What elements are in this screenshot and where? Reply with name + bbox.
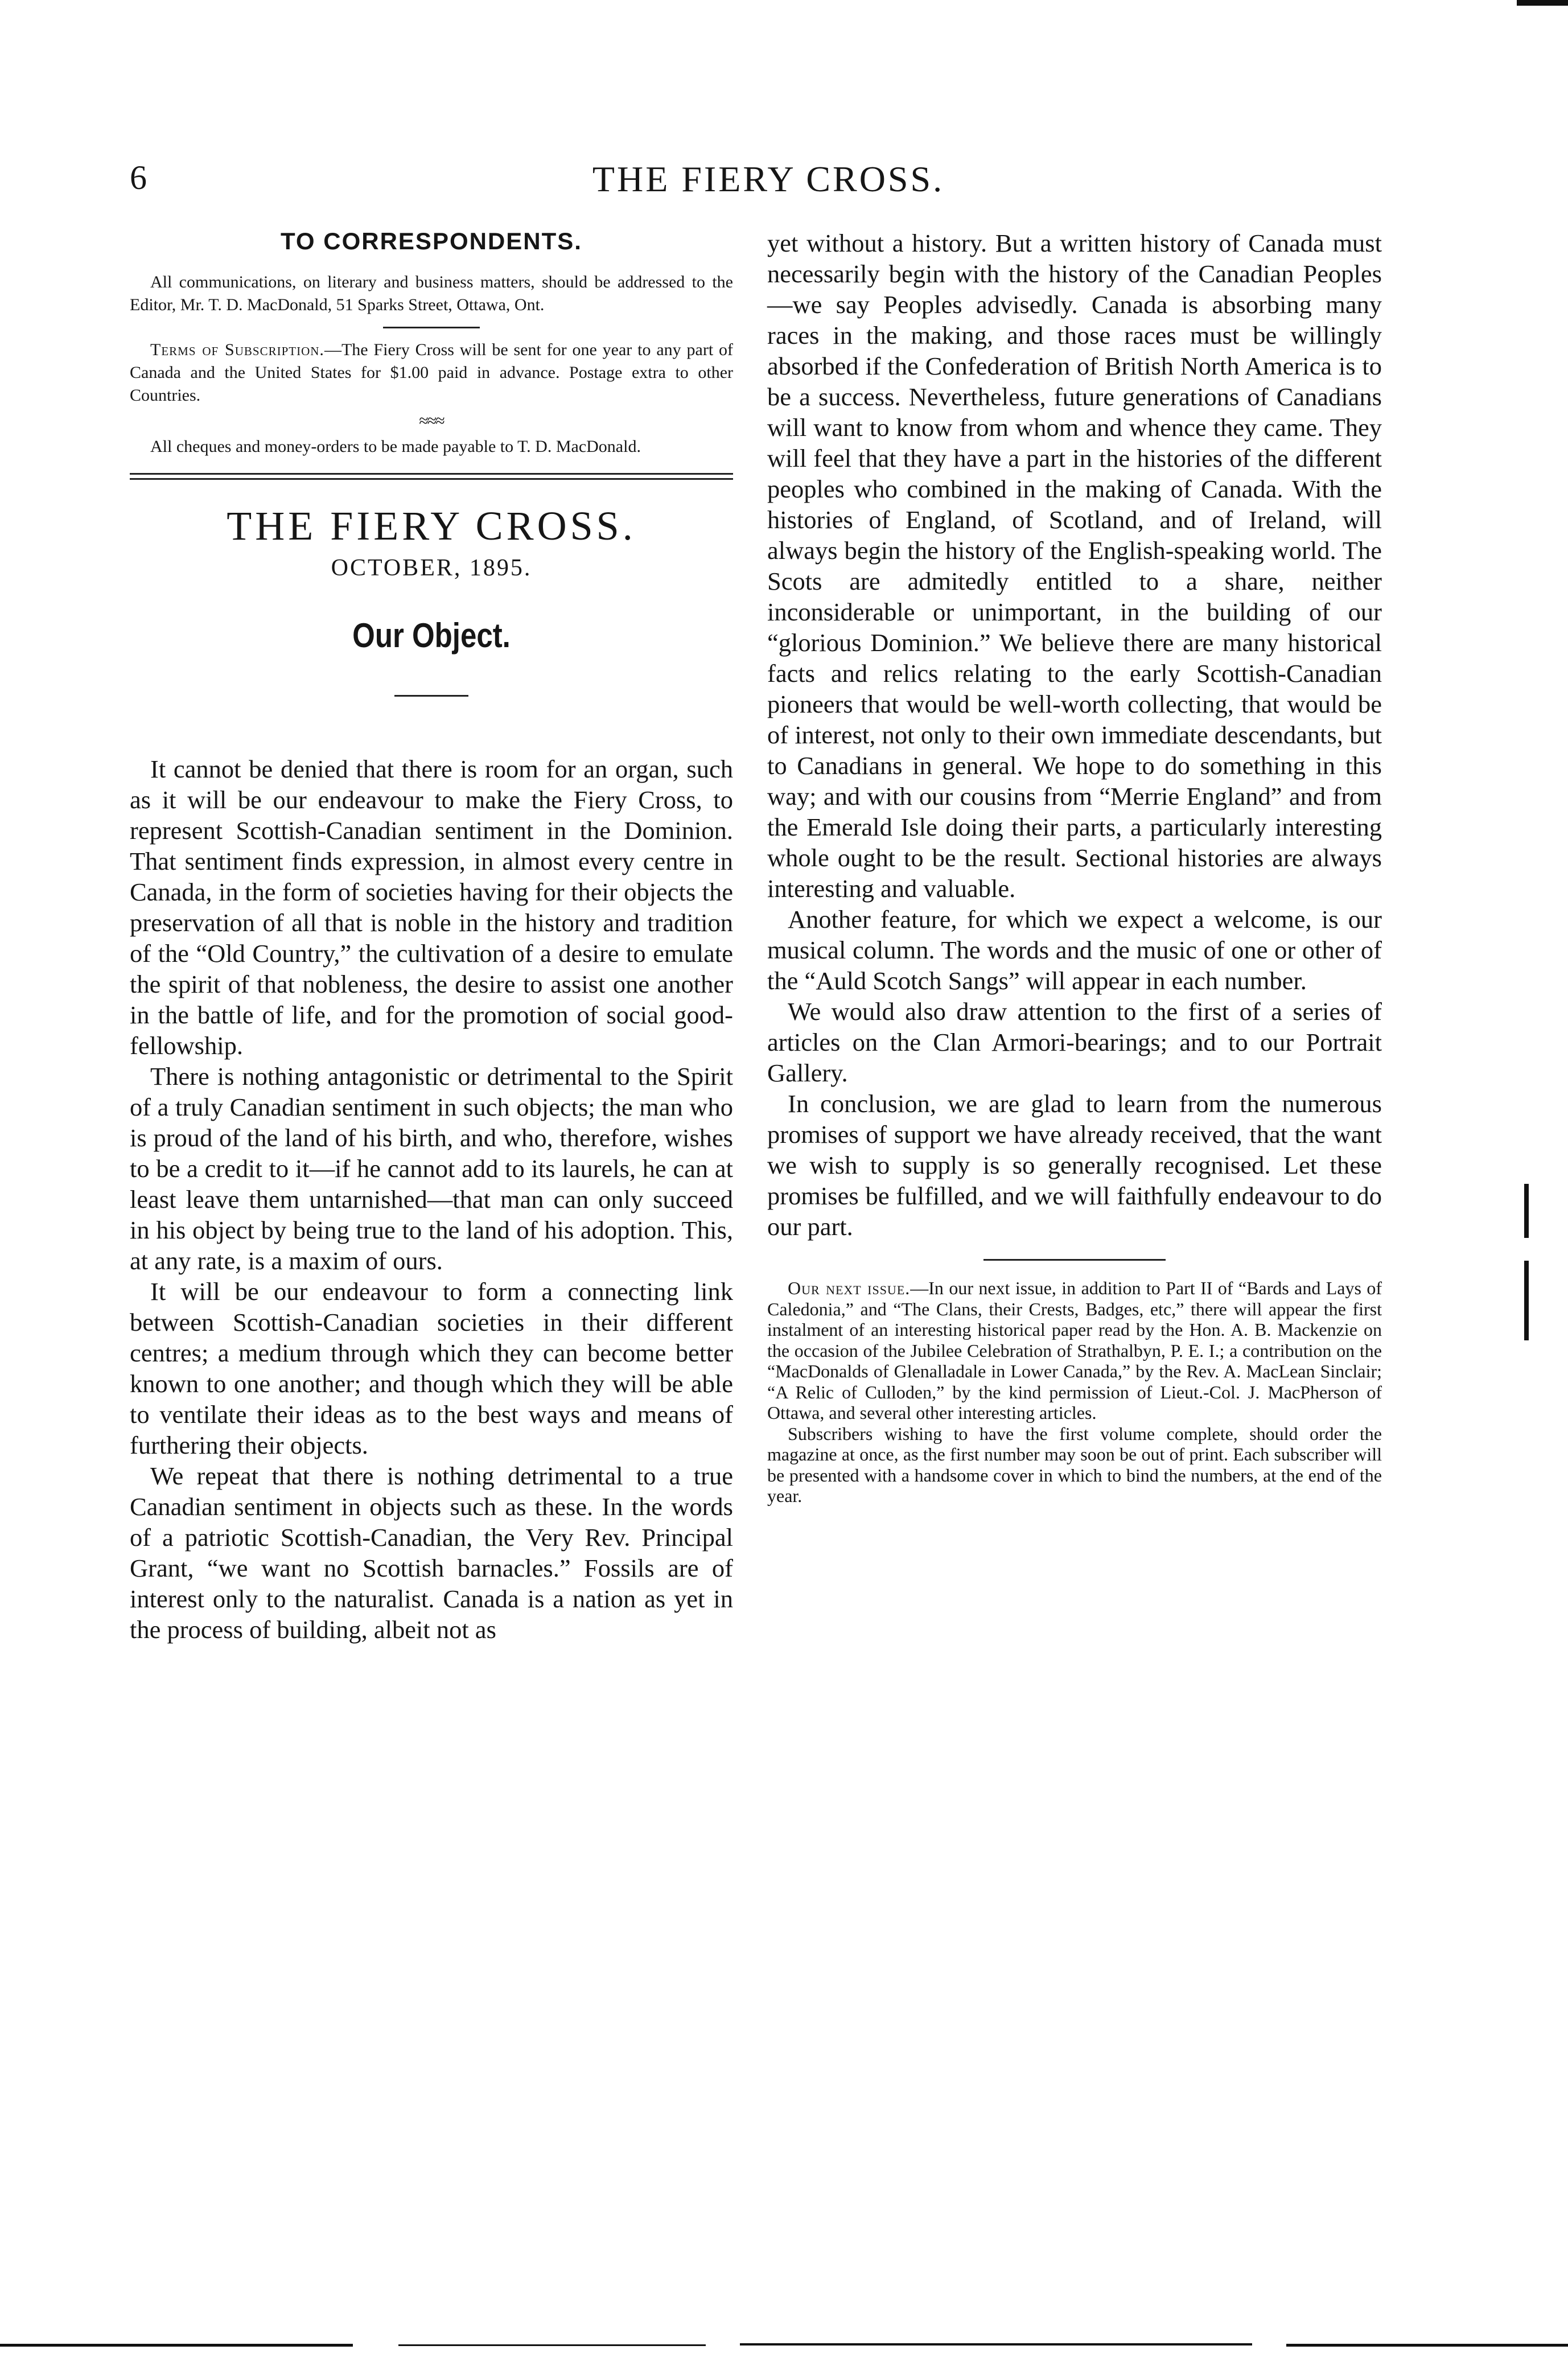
divider [383,327,480,328]
subscribers-note: Subscribers wishing to have the first volume complete, should order the magazine at once, as the first number may soon be out of print. Each subscriber will be presented with a handsome cover in which to bind the numbers, at the end of the year. [767,1423,1382,1506]
subscription-terms [130,339,733,407]
page-number: 6 [130,159,147,196]
terms-text: —The Fiery Cross will be sent for one year to any part of Canada and the United States for $1.00 paid in advance. Postage extra to other Countries. [130,340,733,405]
double-rule [130,473,733,480]
margin-marks [1521,1184,1532,1355]
right-column [767,228,1382,1507]
article-paragraph: In conclusion, we are glad to learn from the numerous promises of support we have already received, that the want we wish to supply is so generally recognised. Let these promises be fulfilled, and we will faithfully endeavour to do our part. [767,1089,1382,1241]
article-paragraph: We repeat that there is nothing detrimental to a true Canadian sentiment in objects such as these. In the words of a patriotic Scottish-Canadian, the Very Rev. Principal Grant, “we want no Scottish barnacles.” Fossils are of interest only to the naturalist. Canada is a nation as yet in the process of building, albeit not as [130,1462,733,1644]
corner-scan-mark [1517,0,1568,8]
masthead-title: THE FIERY CROSS. [227,503,636,549]
divider [983,1259,1166,1261]
masthead-date: OCTOBER, 1895. [331,555,532,581]
margin-mark [1524,1261,1529,1340]
margin-mark [1524,1184,1529,1238]
next-issue-label: Our next issue. [788,1278,911,1298]
article-paragraph: We would also draw attention to the first of a series of articles on the Clan Armori-bearings; and to our Portrait Gallery. [767,997,1382,1087]
bottom-scan-edge [0,2342,1568,2348]
next-issue-text: —In our next issue, in addition to Part II of “Bards and Lays of Caledonia,” and “The Clans, their Crests, Badges, etc,” there will appear the first instalment of an interesting historical paper read by the Hon. A. B. Mackenzie on the occasion of the Jubilee Celebration of Strathalbyn, P. E. I.; a contribution on the “MacDonalds of Glenalladale in Lower Canada,” by the Rev. A. MacLean Sinclair; “A Relic of Culloden,” by the kind permission of Lieut.-Col. J. MacPherson of Ottawa, and several other interesting articles. [767,1278,1382,1423]
terms-label: Terms of Subscription. [150,340,324,359]
left-column [130,228,733,1645]
title-rule [394,695,468,697]
article-paragraph: Another feature, for which we expect a welcome, is our musical column. The words and the music of one or other of the “Auld Scotch Sangs” will appear in each number. [767,905,1382,995]
article-paragraph: It cannot be denied that there is room for an organ, such as it will be our endeavour to make the Fiery Cross, to represent Scottish-Canadian sentiment in the Dominion. That sentiment finds expression, in almost every centre in Canada, in the form of societies having for their objects the preservation of all that is noble in the history and tradition of the “Old Country,” the cultivation of a desire to emulate the spirit of that nobleness, the desire to assist one another in the battle of life, and for the promotion of social good-fellowship. [130,755,733,1060]
article-continuation: yet without a history. But a written history of Canada must necessarily begin with the history of the Canadian Peoples—we say Peoples advisedly. Canada is absorbing many races in the making, and those races must be willingly absorbed if the Confederation of British North America is to be a success. Nevertheless, future generations of Canadians will want to know from whom and whence they came. They will feel that they have a part in the histories of the different peoples who combined in the making of Canada. With the histories of England, of Scotland, and of Ireland, will always begin the history of the English-speaking world. The Scots are admitedly entitled to a share, neither inconsiderable or unimportant, in the building of our “glorious Dominion.” We believe there are many historical facts and relics relating to the early Scottish-Canadian pioneers that would be well-worth collecting, that would be of interest, not only to their own immediate descendants, but to Canadians in general. We hope to do something in this way; and with our cousins from “Merrie England” and from the Emerald Isle doing their parts, a particularly interesting whole ought to be the result. Sectional histories are always interesting and valuable. [767,229,1382,903]
next-issue-note [767,1278,1382,1423]
ornamental-divider: ≈≈≈ [419,412,444,430]
correspondents-heading: TO CORRESPONDENTS. [281,228,582,254]
article-title: Our Object. [352,616,511,655]
article-paragraph: It will be our endeavour to form a connecting link between Scottish-Canadian societies in their different centres; a medium through which they can become better known to one another; and though which they will be able to ventilate their ideas as to the best ways and means of furthering their objects. [130,1277,733,1459]
correspondents-notice: All communications, on literary and business matters, should be addressed to the Editor, Mr. T. D. MacDonald, 51 Sparks Street, Ottawa, Ont. [130,273,733,314]
article-paragraph: There is nothing antagonistic or detrimental to the Spirit of a truly Canadian sentiment in such objects; the man who is proud of the land of his birth, and who, therefore, wishes to be a credit to it—if he cannot add to its laurels, he can at least leave them untarnished—that man can only succeed in his object by being true to the land of his adoption. This, at any rate, is a maxim of ours. [130,1062,733,1275]
cheques-notice: All cheques and money-orders to be made payable to T. D. MacDonald. [150,437,641,456]
running-title: THE FIERY CROSS. [592,159,945,199]
